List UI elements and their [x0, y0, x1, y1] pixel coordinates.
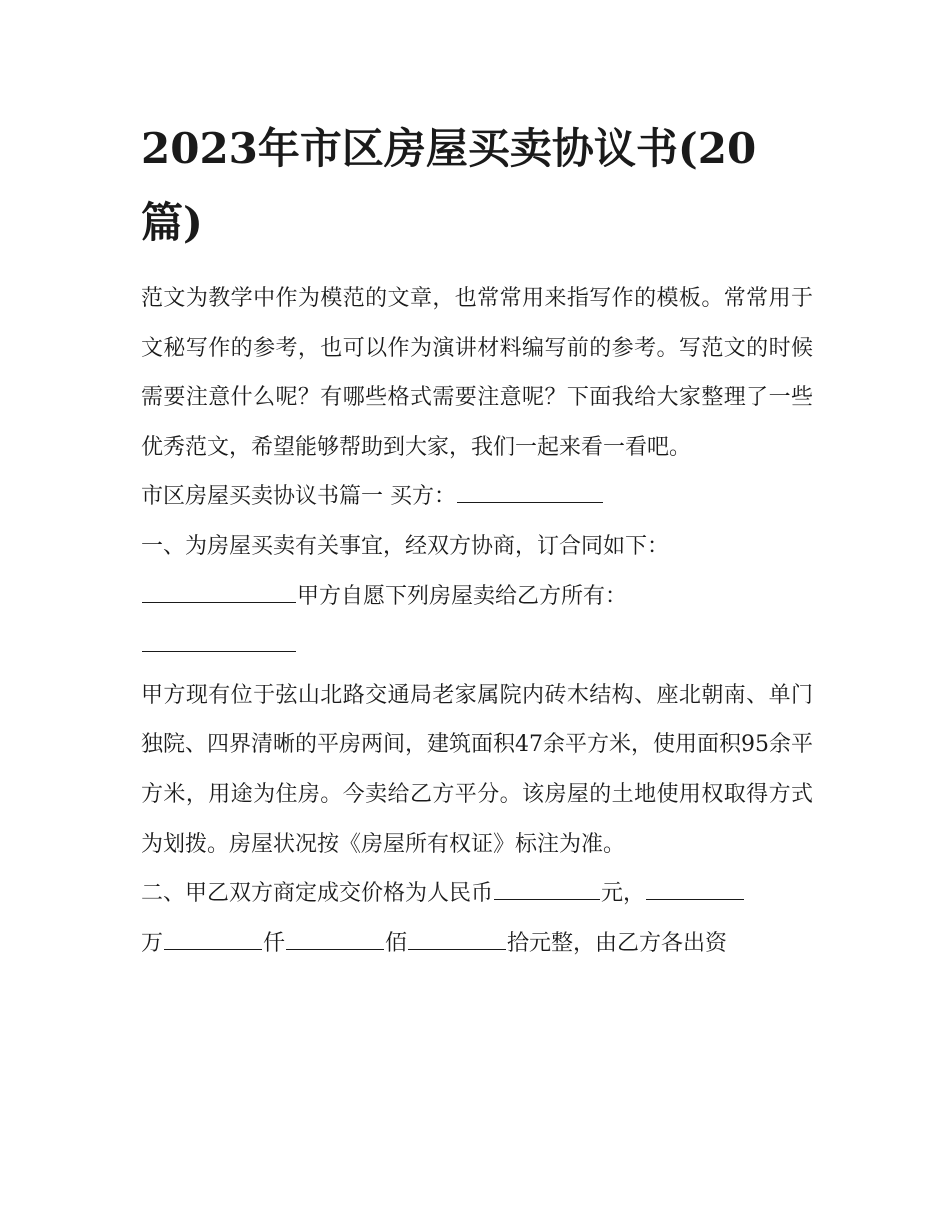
qian-blank [286, 948, 384, 950]
bai-blank [408, 948, 506, 950]
document-title: 2023年市区房屋买卖协议书(20篇) [141, 124, 757, 247]
property-description: 甲方现有位于弦山北路交通局老家属院内砖木结构、座北朝南、单门独院、四界清晰的平房两间，建筑面积47余平方米，使用面积95余平方米，用途为住房。今卖给乙方平分。该房屋的土地使用权取得方式为划拨。房屋状况按《房屋所有权证》标注为准。 [141, 682, 813, 857]
extra-blank [142, 650, 296, 652]
price-blank [494, 898, 600, 900]
clause-one: 一、为房屋买卖有关事宜，经双方协商，订合同如下： [141, 533, 670, 559]
amount-blank [646, 898, 744, 900]
qian-label: 仟 [263, 930, 286, 956]
clause-two-line-2 [141, 919, 813, 969]
heading-text: 市区房屋买卖协议书篇一 买方： [141, 484, 456, 510]
wan-blank [164, 948, 262, 950]
wan-label: 万 [141, 930, 164, 956]
seller-blank [142, 601, 296, 603]
heading-line [141, 472, 813, 522]
document-page [141, 112, 813, 968]
buyer-blank [457, 501, 603, 503]
seller-text: 甲方自愿下列房屋卖给乙方所有： [297, 583, 628, 609]
clause-two-text: 二、甲乙双方商定成交价格为人民币 [141, 881, 494, 907]
clause-two-line-1 [141, 869, 813, 919]
yuan-label: 元， [601, 881, 646, 907]
empty-blank-line [141, 621, 813, 671]
tail-text: 拾元整，由乙方各出资 [507, 930, 728, 956]
seller-line [141, 572, 813, 622]
intro-paragraph: 范文为教学中作为模范的文章，也常常用来指写作的模板。常常用于文秘写作的参考，也可以作为演讲材料编写前的参考。写范文的时候需要注意什么呢？有哪些格式需要注意呢？下面我给大家整理了一些优秀范文，希望能够帮助到大家，我们一起来看一看吧。 [141, 286, 813, 460]
bai-label: 佰 [385, 930, 408, 956]
